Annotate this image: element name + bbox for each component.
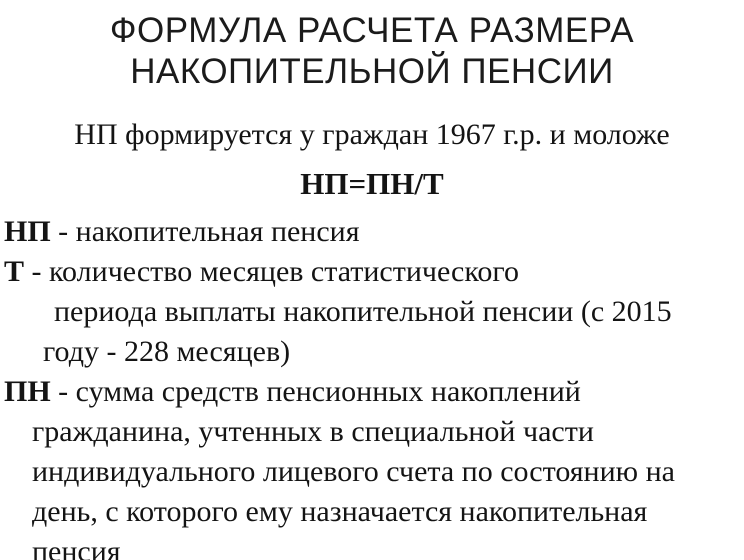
definition-text: пенсия xyxy=(32,535,121,560)
slide-title-line1: ФОРМУЛА РАСЧЕТА РАЗМЕРА xyxy=(109,11,635,50)
intro-text: НП формируется у граждан 1967 г.р. и моложе xyxy=(74,118,670,151)
definition-term: Т xyxy=(4,255,25,288)
definition-text: гражданина, учтенных в специальной части xyxy=(32,415,594,448)
definition-text: день, с которого ему назначается накопительная xyxy=(32,495,648,528)
definition-text: - накопительная пенсия xyxy=(58,215,360,248)
definition-text: году - 228 месяцев) xyxy=(43,335,291,368)
slide-title-line2: НАКОПИТЕЛЬНОЙ ПЕНСИИ xyxy=(130,52,614,91)
definition-row-np xyxy=(4,212,744,252)
definition-row-pn-cont4 xyxy=(4,532,744,560)
definition-row-pn-cont1 xyxy=(4,412,744,452)
definition-row-t-cont2 xyxy=(4,332,744,372)
definition-text: - сумма средств пенсионных накоплений xyxy=(58,375,581,408)
definition-text: индивидуального лицевого счета по состоянию на xyxy=(32,455,675,488)
definitions-list xyxy=(0,212,744,560)
definition-text: периода выплаты накопительной пенсии (с 2015 xyxy=(54,295,672,328)
definition-row-t-cont1 xyxy=(4,292,744,332)
definition-row-t xyxy=(4,252,744,292)
definition-row-pn xyxy=(4,372,744,412)
pension-formula: НП=ПН/Т xyxy=(300,166,444,201)
definition-term: НП xyxy=(4,215,51,248)
definition-row-pn-cont2 xyxy=(4,452,744,492)
definition-term: ПН xyxy=(4,375,51,408)
definition-text: - количество месяцев статистического xyxy=(31,255,519,288)
definition-row-pn-cont3 xyxy=(4,492,744,532)
slide-title xyxy=(0,10,744,92)
